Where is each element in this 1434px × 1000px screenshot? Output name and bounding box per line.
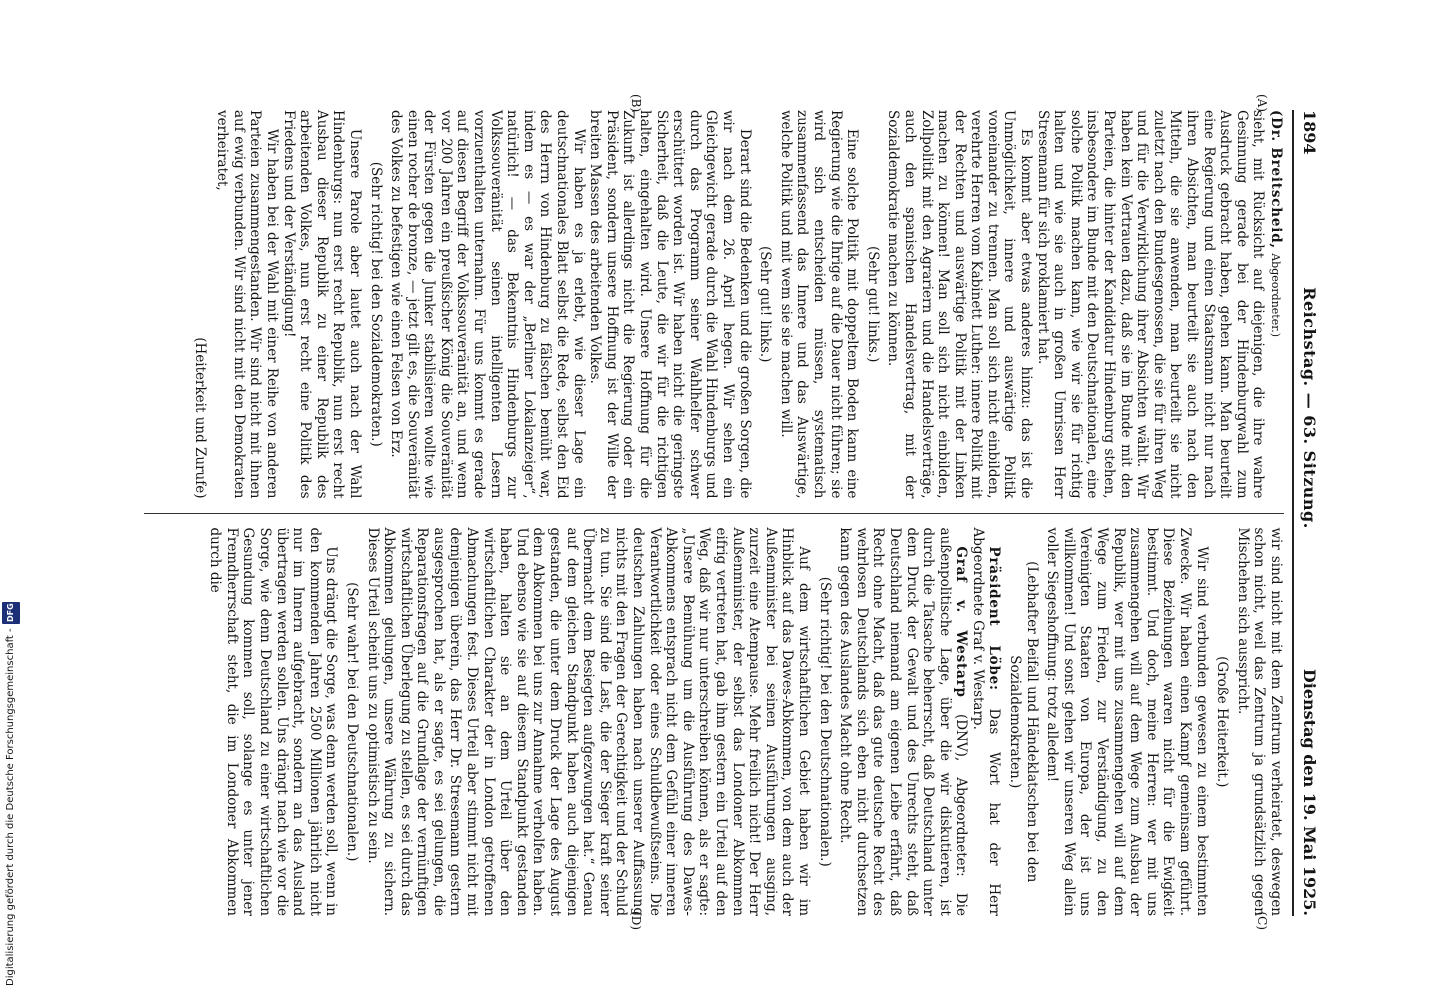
session-title: Reichstag. — 63. Sitzung. xyxy=(1300,287,1319,529)
audience-reaction: (Große Heiterkeit.) xyxy=(1214,656,1231,788)
audience-reaction: (Sehr wahr! bei den Deutschnationalen.) xyxy=(343,582,360,862)
paragraph: Derart sind die Bedenken und die großen Sorgen, die wir nach dem 26. April hegen. Wir sehen ein Gleichgewicht gerade durch die Wahl Hindenburgs und durch das Programm seiner Wahlhelfer schwer erschüttert worden ist. Wir haben nicht die geringste Sicherheit, daß die Leute, die wir für die richtigen halten, eingehalten wird. Unsere Hoffnung für die Zukunft ist allerdings nicht die Regierung oder ein Präsident, sondern unsere Hoffnung ist der Wille der breiten Massen des arbeitenden Volkes. xyxy=(587,110,753,499)
rotated-page-frame xyxy=(95,92,1343,934)
speaker-name: Graf v. Westarp xyxy=(953,546,970,698)
paragraph: Es kommt aber etwas anderes hinzu: das ist die Unmöglichkeit, innere und auswärtige Politik voneinander zu trennen. Man soll sich nicht einbilden, verehrte Herren vom Kabinett Luther: innere Politik mit der Rechten und auswärtige Politik mit der Linken machen zu können! Man soll sich nicht einbilden, Zollpolitik mit den Agrariern und die Handelsverträge, auch den spanischen Handelsvertrag, mit der Sozialdemokratie machen zu können. xyxy=(885,110,1035,499)
right-column xyxy=(144,527,1284,930)
audience-reaction: (Sehr richtig! bei den Sozialdemokraten.) xyxy=(367,161,384,447)
speaker-name: Präsident Löbe: xyxy=(986,546,1003,691)
speaker-continuation xyxy=(1266,110,1284,499)
margin-marker-d: (D) xyxy=(629,911,643,930)
column-divider xyxy=(144,513,1284,514)
audience-reaction: (Sehr richtig! bei den Deutschnationalen.) xyxy=(816,576,833,867)
paragraph: Wir haben bei der Wahl mit einer Reihe von anderen Parteien zusammengestanden. Wir sind nicht mit ihnen auf ewig verbunden. Wir sind nicht mit den Demokraten verheiratet, xyxy=(214,110,280,499)
dfg-logo: DFG xyxy=(2,602,20,625)
speaker-paragraph xyxy=(969,528,1002,917)
digitization-credit-strip xyxy=(0,0,22,1000)
paragraph: Wir sind verbunden gewesen zu einem bestimmten Zwecke. Wir haben einen Kampf gemeinsam geführt. Diese Beziehungen waren nicht für die Ewigkeit bestimmt. Und doch, meine Herren: wer mit uns zusammengehen will auf dem Wege zum Ausbau der Republik, wer mit uns zusammengehen will auf dem Wege zum Frieden, zur Verständigung, zu den Vereinigten Staaten von Europa, der ist uns willkommen! Und sonst gehen wir unseren Weg allein voller Siegeshoffnung: trotz alledem! xyxy=(1044,527,1210,916)
audience-reaction: (Lebhafter Beifall und Händeklatschen bei den Sozialdemokraten.) xyxy=(1007,561,1040,883)
audience-reaction: (Sehr gut! links.) xyxy=(864,246,881,363)
paragraph: sieht, mit Rücksicht auf diejenigen, die ihre wahre Gesinnung gerade bei der Hindenburgwahl zum Ausdruck gebracht haben, gehen kann. Man beurteilt eine Regierung und einen Staatsmann nicht nur nach ihren Absichten, man beurteilt sie auch nach den Mitteln, die sie anwenden, man beurteilt sie nicht zuletzt nach den Bundesgenossen, die sie für ihren Weg und für die Verwirklichung ihrer Absichten wählt. Wir haben kein Vertrauen dazu, daß sie im Bunde mit den Parteien, die hinter der Kandidatur Hindenburg stehen, insbesondere im Bunde mit den Deutschnationalen, eine solche Politik machen kann, wie wir sie für richtig halten und wie sie auch in großen Umrissen Herr Stresemann für sich proklamiert hat. xyxy=(1034,110,1267,499)
paragraph: wir sind nicht mit dem Zentrum verheiratet, deswegen schon nicht, weil das Zentrum ja grundsätzlich gegen Mischehen sich ausspricht. xyxy=(1234,527,1284,916)
speaker-text: Das Wort hat der Herr Abgeordnete Graf v. Westarp. xyxy=(969,527,1003,916)
paragraph: Uns drängt die Sorge, was denn werden soll, wenn in den kommenden Jahren 2500 Millionen jährlich nicht nur im Innern aufgebracht, sondern an das Ausland übertragen werden sollen. Uns drängt nach wie vor die Sorge, wie denn Deutschland zu einer wirtschaftlichen Gesundung kommen soll, solange es unter jener Fremdherrschaft steht, die im Londoner Abkommen durch die xyxy=(207,527,340,916)
page-number: 1894 xyxy=(1300,110,1319,155)
speaker-role: Abgeordneter.) xyxy=(1269,253,1282,338)
margin-marker-c: (C) xyxy=(1255,911,1269,930)
credit-text: Digitalisierung gefördert durch die Deutsche Forschungsgemeinschaft - xyxy=(5,628,16,986)
paragraph: Auf dem wirtschaftlichen Gebiet haben wir im Hinblick auf das Dawes-Abkommen, von dem auch der Außenminister bei seinen Ausführungen ausging, zurzeit eine Atempause. Mehr freilich nicht! Der Herr Außenminister, der selbst das Londoner Abkommen eifrig vertreten hat, gab ihm gestern ein Urteil auf den Weg, daß wir nur unterschreiben können, als er sagte: „Unsere Bemühung um die Ausführung des Dawes-Abkommens entsprach nicht dem Gefühl einer inneren Verantwortlichkeit oder eines Schuldbewußtseins. Die deutschen Zahlungen haben nach unserer Auffassung nichts mit den Fragen der Gerechtigkeit und der Schuld zu tun. Sie sind die Last, die der Sieger kraft seiner Übermacht dem Besiegten aufgezwungen hat.“ Genau auf dem gleichen Standpunkt haben auch diejenigen gestanden, die unter dem Druck der Lage des August dem Abkommen bei uns zur Annahme verholfen haben. Und ebenso wie sie auf diesem Standpunkt gestanden haben, halten sie an dem Urteil über den wirtschaftlichen Charakter der in London getroffenen Abmachungen fest. Dieses Urteil aber stimmt nicht mit demjenigen überein, das Herr Dr. Stresemann gestern ausgesprochen hat, als er sagte, es sei gelungen, die Reparationsfragen auf die Grundlage der vernünftigen wirtschaftlichen Überlegung zu stellen, es sei durch das Abkommen gelungen, unsere Währung zu sichern. Dieses Urteil scheint uns zu optimistisch zu sein. xyxy=(364,527,812,916)
speaker-paragraph xyxy=(837,528,970,917)
digitization-credit xyxy=(3,14,19,986)
document-page xyxy=(95,92,1343,934)
running-head xyxy=(1292,110,1319,916)
session-date: Dienstag den 19. Mai 1925. xyxy=(1300,668,1319,916)
paragraph: Eine solche Politik mit doppeltem Boden kann eine Regierung wie die Ihrige auf die Dauer nicht führen; sie wird sich entscheiden müssen, systematisch zusammenfassend das Innere und das Auswärtige, welche Politik und mit wem sie sie machen will. xyxy=(777,110,861,499)
speaker-text: (DNV), Abgeordneter: Die außenpolitische Lage, über die wir diskutieren, ist durch die Tatsache beherrscht, daß Deutschland unter dem Druck der Gewalt und des Unrechts steht, daß Deutschland niemand am eigenen Leibe erfährt, daß Recht ohne Macht, daß das gute deutsche Recht des wehrlosen Deutschlands sich eben nicht durchsetzen kann gegen des Auslandes Macht ohne Recht. xyxy=(837,527,970,916)
speaker-name: (Dr. Breitscheid, xyxy=(1268,110,1284,249)
audience-reaction: (Heiterkeit und Zurufe) xyxy=(191,337,208,499)
margin-marker-b: (B) xyxy=(629,94,643,113)
margin-marker-a: (A) xyxy=(1255,94,1269,113)
audience-reaction: (Sehr gut! links.) xyxy=(757,246,774,363)
left-column xyxy=(144,94,1284,499)
paragraph: Wir haben es ja erlebt, wie dieser Lage ein deutschnationales Blatt selbst die Rede, selbst den Eid des Herrn von Hindenburg zu fälschen bemüht war, indem es — es war der „Berliner Lokalanzeiger“, natürlich! — das Bekenntnis Hindenburgs zur Volkssouveränität seinen intelligenten Lesern vorzuenthalten unternahm. Für uns kommt es gerade auf diesen Begriff der Volkssouveränität an, und wenn vor 200 Jahren ein preußischer König die Souveränität der Fürsten gegen die Junker stabilisieren wollte wie einen rocher de bronze, — jetzt gilt es, die Souveränität des Volkes zu befestigen wie einen Felsen von Erz. xyxy=(388,110,587,499)
paragraph: Unsere Parole aber lautet auch nach der Wahl Hindenburgs: nun erst recht Republik, nun erst recht Ausbau dieser Republik zu einer Republik des arbeitenden Volkes, nun erst recht eine Politik des Friedens und der Verständigung! xyxy=(280,110,363,499)
text-columns xyxy=(144,94,1284,930)
